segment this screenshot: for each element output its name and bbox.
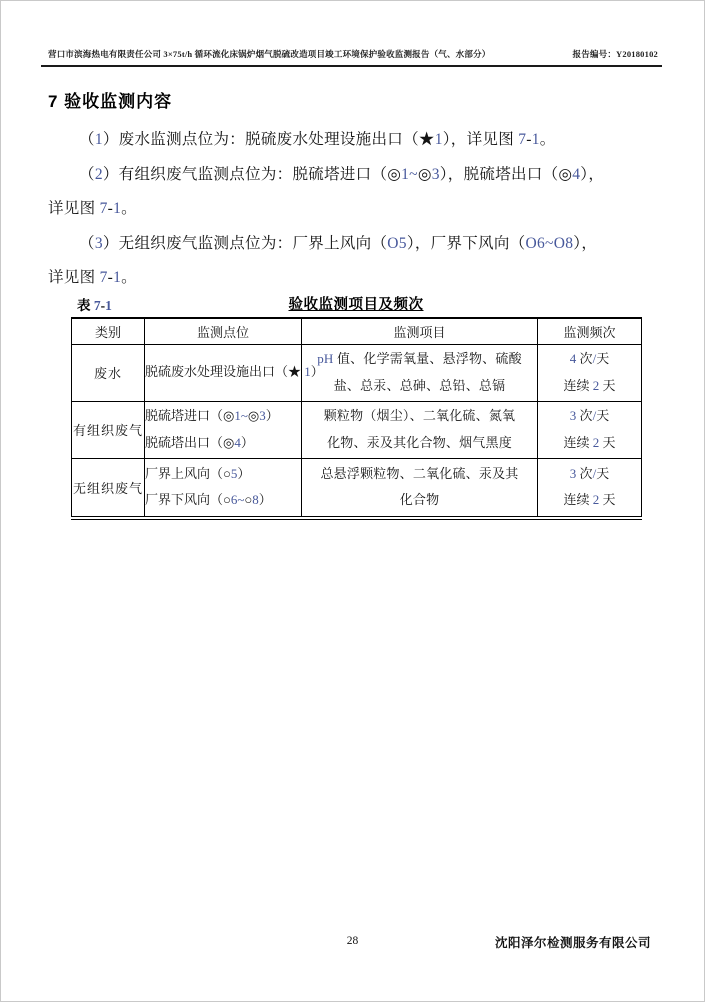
table-header-row	[72, 318, 642, 344]
cell-category: 有组织废气	[72, 401, 145, 458]
point-line: 脱硫废水处理设施出口（★ 1）	[145, 364, 324, 380]
paragraph-organized-gas	[48, 158, 660, 227]
frequency-line: 4 次/天	[569, 351, 610, 366]
column-header-points: 监测点位	[145, 318, 302, 344]
column-header-category: 类别	[72, 318, 145, 344]
footer-company-name: 沈阳泽尔检测服务有限公司	[494, 936, 651, 950]
column-header-items: 监测项目	[302, 318, 538, 344]
point-line: 厂界上风向（○5）	[145, 465, 251, 481]
cell-category: 废水	[72, 344, 145, 401]
page-header	[41, 48, 662, 67]
table-caption	[71, 292, 641, 317]
item-line: pH 值、化学需氧量、悬浮物、硫酸	[317, 351, 522, 366]
cell-frequency	[538, 344, 642, 401]
paragraph-line: （3）无组织废气监测点位为：厂界上风向（O5），厂界下风向（O6~O8），	[79, 234, 598, 252]
paragraph-wastewater	[48, 123, 660, 158]
frequency-line: 连续 2 天	[563, 377, 616, 393]
paragraph-line: （2）有组织废气监测点位为：脱硫塔进口（◎1~◎3），脱硫塔出口（◎4），	[79, 165, 605, 183]
cell-items	[302, 344, 538, 401]
table-row	[72, 458, 642, 518]
point-line: 厂界下风向（○6~○8）	[145, 492, 272, 508]
header-report-number: 报告编号：Y20180102	[572, 49, 658, 59]
frequency-line: 3 次/天	[569, 408, 610, 423]
item-line: 化合物	[399, 492, 440, 508]
cell-items	[302, 458, 538, 518]
page-number: 28	[346, 935, 359, 947]
frequency-line: 连续 2 天	[563, 434, 616, 450]
item-line: 颗粒物（烟尘）、二氧化硫、氮氧	[323, 408, 516, 423]
item-line: 化物、汞及其化合物、烟气黑度	[327, 434, 512, 450]
table-label: 表 7-1	[77, 298, 112, 313]
cell-points	[145, 344, 324, 401]
paragraph-line: 详见图 7-1。	[48, 269, 137, 286]
page-footer	[48, 933, 657, 951]
table-title: 验收监测项目及频次	[288, 297, 424, 313]
cell-points	[145, 458, 302, 518]
point-line: 脱硫塔进口（◎1~◎3）	[145, 408, 279, 423]
table-block	[71, 292, 641, 520]
item-line: 总悬浮颗粒物、二氧化硫、汞及其	[320, 465, 519, 481]
cell-frequency	[538, 401, 642, 458]
cell-items	[302, 401, 538, 458]
paragraph-unorganized-gas	[48, 227, 660, 296]
frequency-line: 连续 2 天	[563, 492, 616, 508]
cell-points	[145, 401, 302, 458]
item-line: 盐、总汞、总砷、总铅、总镉	[333, 377, 506, 393]
body-content	[48, 123, 660, 296]
column-header-frequency: 监测频次	[538, 318, 642, 344]
paragraph-line: 详见图 7-1。	[48, 200, 137, 217]
point-line: 脱硫塔出口（◎4）	[145, 434, 254, 450]
cell-frequency	[538, 458, 642, 518]
table-row	[72, 344, 642, 401]
cell-category: 无组织废气	[72, 458, 145, 518]
section-heading: 7 验收监测内容	[48, 92, 173, 111]
table-row	[72, 401, 642, 458]
paragraph-line: （1）废水监测点位为：脱硫废水处理设施出口（★1），详见图 7-1。	[79, 131, 556, 148]
frequency-line: 3 次/天	[569, 465, 610, 481]
header-document-title: 营口市滨海热电有限责任公司 3×75t/h 循环流化床锅炉烟气脱硫改造项目竣工环境保护验收监测报告（气、水部分）	[48, 49, 491, 59]
monitoring-table	[71, 317, 642, 520]
